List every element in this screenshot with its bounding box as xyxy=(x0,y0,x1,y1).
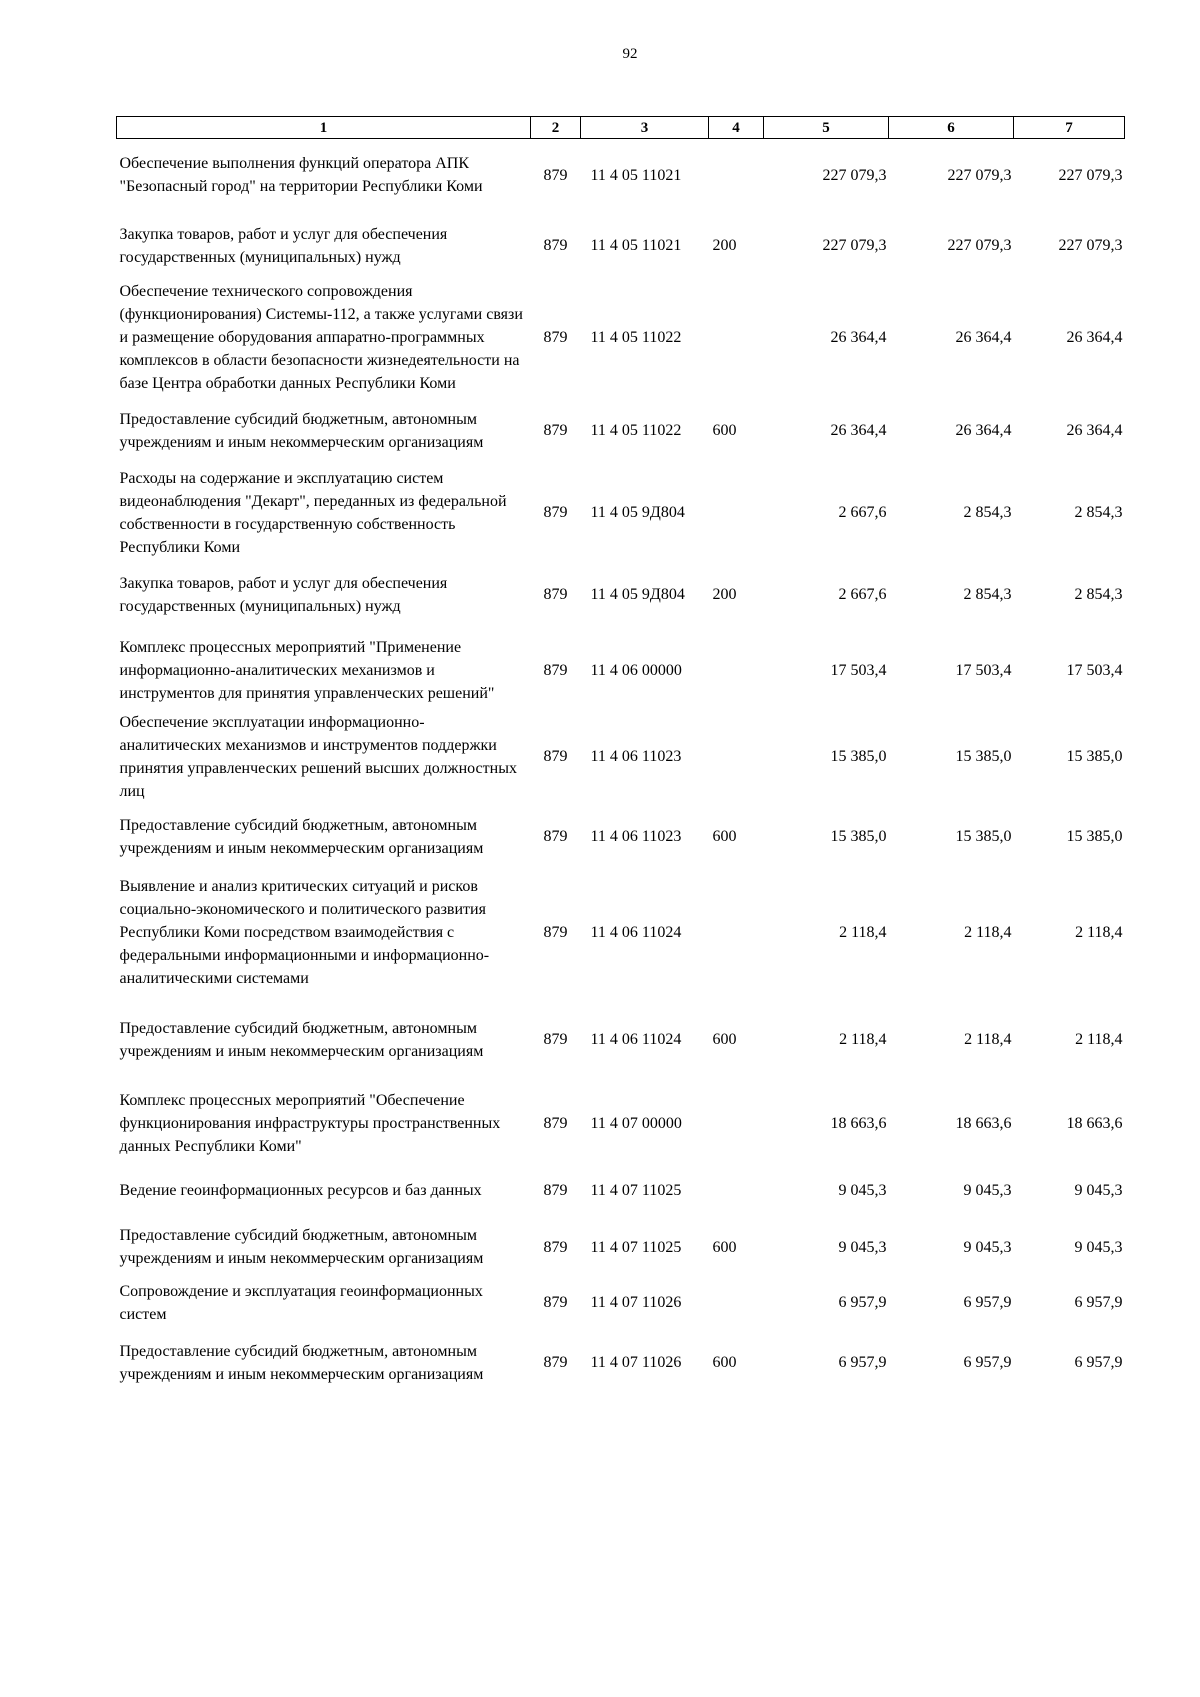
budget-item-name: Предоставление субсидий бюджетным, автономным учреждениям и иным некоммерческим организациям xyxy=(119,1227,484,1267)
column-header-7: 7 xyxy=(1014,117,1125,139)
budget-item-name: Комплекс процессных мероприятий "Применение информационно-аналитических механизмов и инструментов для принятия управленческих решений" xyxy=(119,639,495,702)
expense-type-code: 600 xyxy=(712,1031,737,1048)
expense-type-code xyxy=(709,631,764,711)
table-row xyxy=(117,871,1125,995)
budget-item-name: Предоставление субсидий бюджетным, автономным учреждениям и иным некоммерческим организациям xyxy=(119,1019,484,1060)
amount-year-3: 9 045,3 xyxy=(1074,1238,1123,1256)
amount-year-1: 18 663,6 xyxy=(830,1115,887,1132)
amount-year-1: 2 118,4 xyxy=(839,1031,887,1048)
target-article-code: 11 4 07 11026 xyxy=(590,1294,682,1311)
ministry-code: 879 xyxy=(543,1238,568,1256)
table-row xyxy=(117,1163,1125,1219)
amount-year-3: 2 118,4 xyxy=(1075,1031,1123,1048)
ministry-code: 879 xyxy=(543,328,568,346)
expense-type-code xyxy=(709,1276,764,1330)
amount-year-2: 227 079,3 xyxy=(947,237,1012,254)
amount-year-2: 2 854,3 xyxy=(963,504,1012,521)
amount-year-1: 9 045,3 xyxy=(838,1238,887,1256)
amount-year-3: 2 854,3 xyxy=(1074,504,1123,521)
ministry-code: 879 xyxy=(543,828,568,845)
amount-year-1: 2 667,6 xyxy=(838,504,887,521)
table-row xyxy=(117,1276,1125,1330)
target-article-code: 11 4 05 9Д804 xyxy=(590,586,685,603)
target-article-code: 11 4 06 11023 xyxy=(590,828,682,845)
amount-year-3: 227 079,3 xyxy=(1058,166,1123,184)
ministry-code: 879 xyxy=(543,924,568,941)
target-article-code: 11 4 07 11025 xyxy=(590,1238,682,1256)
table-row xyxy=(117,1085,1125,1163)
expense-type-code xyxy=(709,280,764,395)
amount-year-3: 2 118,4 xyxy=(1075,924,1123,941)
table-row xyxy=(117,631,1125,711)
target-article-code: 11 4 07 11025 xyxy=(590,1182,682,1199)
ministry-code: 879 xyxy=(543,662,568,679)
ministry-code: 879 xyxy=(543,504,568,521)
header-row xyxy=(117,117,1125,139)
target-article-code: 11 4 06 11024 xyxy=(590,924,682,941)
amount-year-1: 26 364,4 xyxy=(830,422,887,439)
target-article-code: 11 4 05 9Д804 xyxy=(590,504,685,521)
budget-item-name: Предоставление субсидий бюджетным, автономным учреждениям и иным некоммерческим организациям xyxy=(119,816,484,857)
table-row xyxy=(117,280,1125,395)
amount-year-2: 2 118,4 xyxy=(964,924,1012,941)
budget-item-name: Выявление и анализ критических ситуаций и рисков социально-экономического и политического развития Республики Коми посредством взаимодействия с федеральными информационными и информационно-аналитическими системами xyxy=(119,878,490,987)
budget-item-name: Обеспечение технического сопровождения (функционирования) Системы-112, а также услугами связи и размещение оборудования аппаратно-программных комплексов в области безопасности жизнедеятельности на базе Центра обработки данных Республики Коми xyxy=(119,282,523,392)
amount-year-3: 18 663,6 xyxy=(1066,1115,1123,1132)
table-row xyxy=(117,995,1125,1085)
budget-item-name: Предоставление субсидий бюджетным, автономным учреждениям и иным некоммерческим организациям xyxy=(119,1342,484,1383)
target-article-code: 11 4 07 11026 xyxy=(590,1354,682,1371)
amount-year-2: 9 045,3 xyxy=(963,1238,1012,1256)
amount-year-2: 15 385,0 xyxy=(955,748,1012,765)
amount-year-2: 6 957,9 xyxy=(963,1354,1012,1371)
column-header-5: 5 xyxy=(764,117,889,139)
column-header-3: 3 xyxy=(581,117,709,139)
amount-year-3: 26 364,4 xyxy=(1066,422,1123,439)
expense-type-code: 600 xyxy=(712,422,737,439)
column-header-4: 4 xyxy=(709,117,764,139)
column-header-1: 1 xyxy=(117,117,531,139)
budget-table xyxy=(116,116,1125,1396)
ministry-code: 879 xyxy=(543,166,568,184)
amount-year-2: 17 503,4 xyxy=(955,662,1012,679)
amount-year-3: 227 079,3 xyxy=(1058,237,1123,254)
ministry-code: 879 xyxy=(543,1115,568,1132)
ministry-code: 879 xyxy=(543,1294,568,1311)
ministry-code: 879 xyxy=(543,1354,568,1371)
target-article-code: 11 4 06 00000 xyxy=(590,662,682,679)
amount-year-1: 9 045,3 xyxy=(838,1182,887,1199)
amount-year-1: 15 385,0 xyxy=(830,748,887,765)
expense-type-code: 200 xyxy=(712,237,737,254)
target-article-code: 11 4 06 11023 xyxy=(590,748,682,765)
ministry-code: 879 xyxy=(543,586,568,603)
table-row xyxy=(117,139,1125,212)
amount-year-3: 15 385,0 xyxy=(1066,748,1123,765)
amount-year-1: 6 957,9 xyxy=(838,1294,887,1311)
budget-item-name: Расходы на содержание и эксплуатацию систем видеонаблюдения "Декарт", переданных из федеральной собственности в государственную собственность Республики Коми xyxy=(119,469,507,556)
table-row xyxy=(117,1330,1125,1396)
ministry-code: 879 xyxy=(543,1031,568,1048)
budget-item-name: Комплекс процессных мероприятий "Обеспечение функционирования инфраструктуры пространственных данных Республики Коми" xyxy=(119,1092,501,1155)
table-row xyxy=(117,559,1125,631)
target-article-code: 11 4 05 11021 xyxy=(590,237,682,254)
expense-type-code xyxy=(709,467,764,559)
amount-year-1: 15 385,0 xyxy=(830,828,887,845)
column-header-6: 6 xyxy=(889,117,1014,139)
budget-item-name: Сопровождение и эксплуатация геоинформационных систем xyxy=(119,1282,483,1323)
table-row xyxy=(117,395,1125,467)
amount-year-1: 17 503,4 xyxy=(830,662,887,679)
amount-year-1: 6 957,9 xyxy=(838,1354,887,1371)
expense-type-code xyxy=(709,139,764,212)
budget-item-name: Закупка товаров, работ и услуг для обеспечения государственных (муниципальных) нужд xyxy=(119,225,448,266)
table-row xyxy=(117,711,1125,803)
expense-type-code: 600 xyxy=(712,828,737,845)
expense-type-code: 600 xyxy=(712,1354,737,1371)
amount-year-3: 6 957,9 xyxy=(1074,1354,1123,1371)
expense-type-code xyxy=(709,1163,764,1219)
amount-year-1: 227 079,3 xyxy=(822,237,887,254)
amount-year-3: 15 385,0 xyxy=(1066,828,1123,845)
amount-year-2: 2 854,3 xyxy=(963,586,1012,603)
expense-type-code xyxy=(709,711,764,803)
amount-year-1: 227 079,3 xyxy=(822,166,887,184)
table-row xyxy=(117,803,1125,871)
expense-type-code: 200 xyxy=(712,586,737,603)
amount-year-2: 15 385,0 xyxy=(955,828,1012,845)
amount-year-3: 6 957,9 xyxy=(1074,1294,1123,1311)
amount-year-2: 6 957,9 xyxy=(963,1294,1012,1311)
amount-year-3: 9 045,3 xyxy=(1074,1182,1123,1199)
target-article-code: 11 4 05 11022 xyxy=(590,328,682,346)
amount-year-2: 26 364,4 xyxy=(955,328,1012,346)
expense-type-code: 600 xyxy=(712,1238,737,1256)
amount-year-1: 2 118,4 xyxy=(839,924,887,941)
page-number: 92 xyxy=(622,46,638,62)
amount-year-3: 17 503,4 xyxy=(1066,662,1123,679)
ministry-code: 879 xyxy=(543,748,568,765)
budget-item-name: Обеспечение выполнения функций оператора АПК "Безопасный город" на территории Республики Коми xyxy=(119,155,483,196)
budget-item-name: Закупка товаров, работ и услуг для обеспечения государственных (муниципальных) нужд xyxy=(119,574,448,615)
amount-year-2: 2 118,4 xyxy=(964,1031,1012,1048)
ministry-code: 879 xyxy=(543,237,568,254)
expense-type-code xyxy=(709,1085,764,1163)
amount-year-2: 18 663,6 xyxy=(955,1115,1012,1132)
budget-item-name: Обеспечение эксплуатации информационно-аналитических механизмов и инструментов поддержки принятия управленческих решений высших должностных лиц xyxy=(119,713,517,800)
table-row xyxy=(117,467,1125,559)
amount-year-3: 2 854,3 xyxy=(1074,586,1123,603)
budget-item-name: Ведение геоинформационных ресурсов и баз данных xyxy=(119,1182,482,1199)
amount-year-1: 2 667,6 xyxy=(838,586,887,603)
target-article-code: 11 4 05 11021 xyxy=(590,166,682,184)
ministry-code: 879 xyxy=(543,422,568,439)
ministry-code: 879 xyxy=(543,1182,568,1199)
amount-year-1: 26 364,4 xyxy=(830,328,887,346)
target-article-code: 11 4 06 11024 xyxy=(590,1031,682,1048)
budget-item-name: Предоставление субсидий бюджетным, автономным учреждениям и иным некоммерческим организациям xyxy=(119,410,484,451)
column-header-2: 2 xyxy=(531,117,581,139)
amount-year-3: 26 364,4 xyxy=(1066,328,1123,346)
table-row xyxy=(117,1219,1125,1276)
amount-year-2: 227 079,3 xyxy=(947,166,1012,184)
amount-year-2: 26 364,4 xyxy=(955,422,1012,439)
table-row xyxy=(117,212,1125,280)
target-article-code: 11 4 05 11022 xyxy=(590,422,682,439)
expense-type-code xyxy=(709,871,764,995)
amount-year-2: 9 045,3 xyxy=(963,1182,1012,1199)
target-article-code: 11 4 07 00000 xyxy=(590,1115,682,1132)
